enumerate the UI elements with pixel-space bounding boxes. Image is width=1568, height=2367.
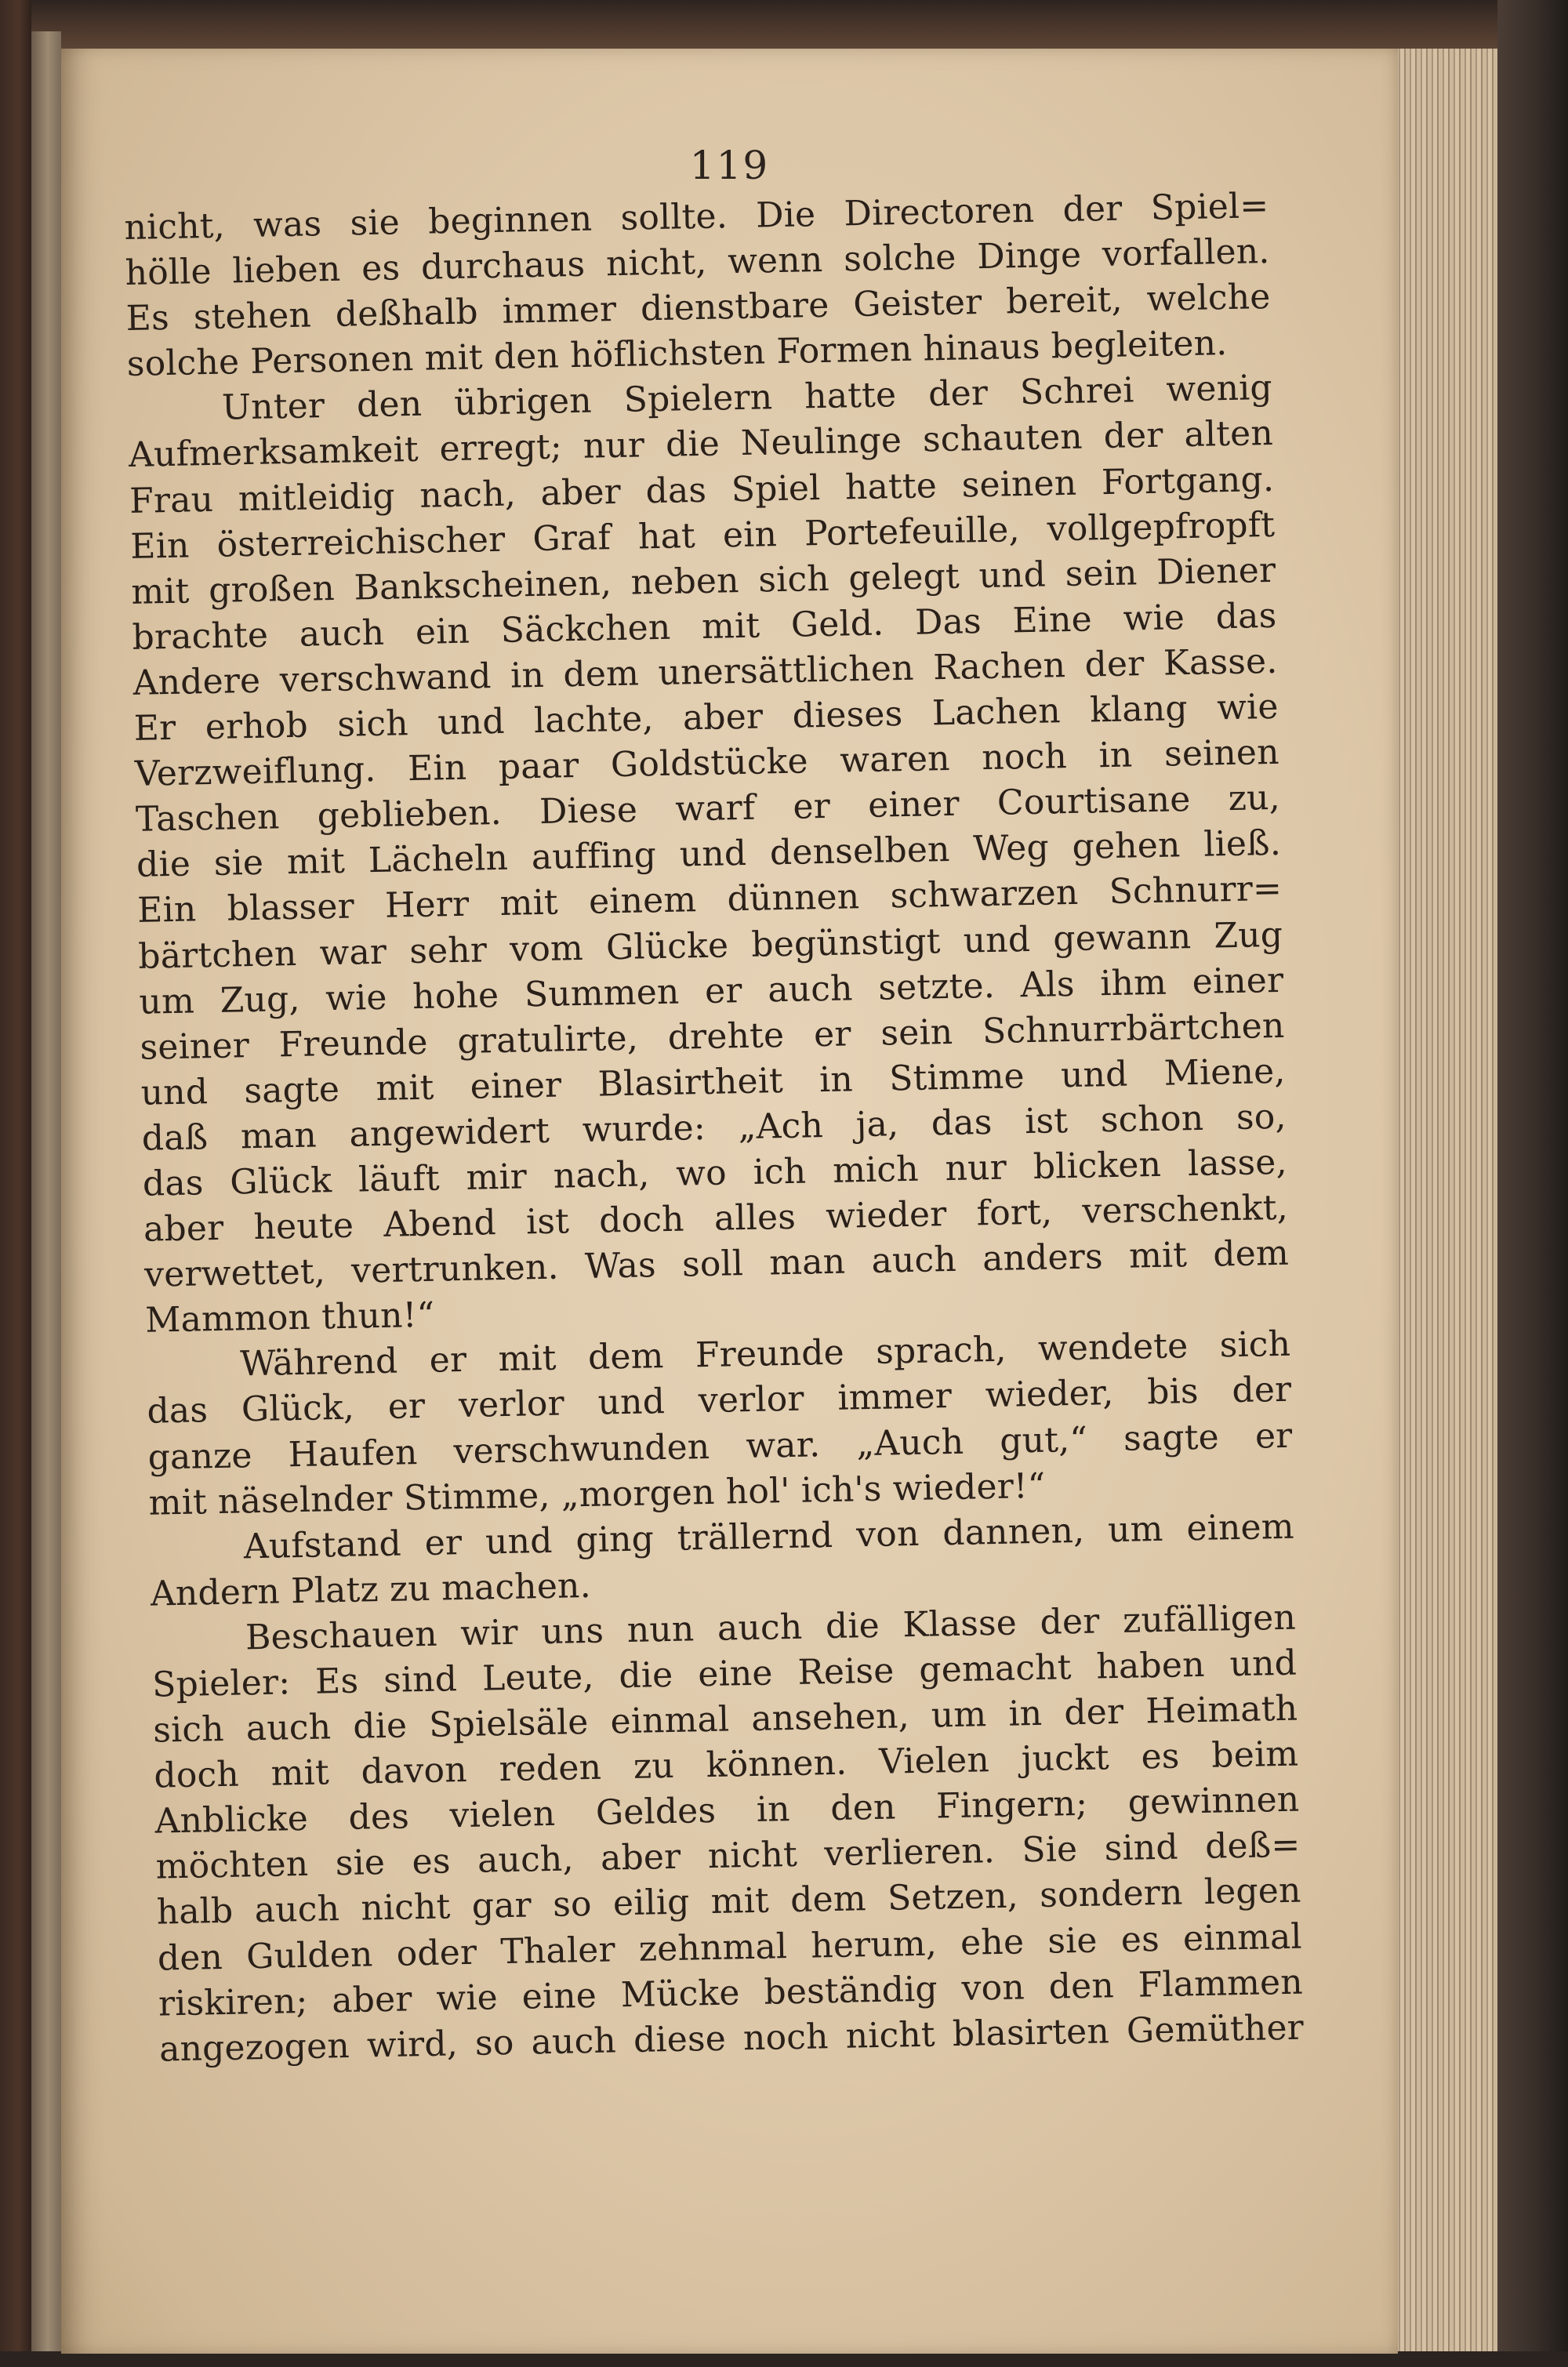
text-line: Ein österreichischer Graf hat ein Portefeuille, vollgepfropft [129,504,1276,567]
text-line: Frau mitleidig nach, aber das Spiel hatte seinen Fortgang. [129,459,1275,521]
text-line: das Glück, er verlor und verlor immer wieder, bis der [147,1370,1292,1432]
text-line: Mammon thun!“ [144,1294,435,1341]
text-line: Anblicke des vielen Geldes in den Fingern; gewinnen [154,1779,1300,1842]
text-line: Während er mit dem Freunde sprach, wendete sich [239,1324,1291,1385]
text-line: doch mit davon reden zu können. Vielen juckt es beim [153,1734,1299,1796]
text-line: um Zug, wie hohe Summen er auch setzte. Als ihm einer [139,960,1284,1022]
text-line: angezogen wird, so auch diese noch nicht blasirten Gemüther [158,2007,1305,2070]
text-line: Spieler: Es sind Leute, die eine Reise gemacht haben und [151,1643,1298,1705]
text-line: die sie mit Lächeln auffing und denselben Weg gehen ließ. [136,823,1282,886]
text-line: bärtchen war sehr vom Glücke begünstigt und gewann Zug [137,914,1283,977]
text-line: Andern Platz zu machen. [150,1565,592,1614]
text-line: Unter den übrigen Spielern hatte der Schrei wenig [221,368,1273,429]
text-line: hölle lieben es durchaus nicht, wenn solche Dinge vorfallen. [125,231,1270,294]
text-line: und sagte mit einer Blasirtheit in Stimme und Miene, [140,1051,1286,1113]
text-line: mit großen Bankscheinen, neben sich gelegt und sein Diener [130,550,1276,612]
page-block-edges [1384,49,1497,2354]
book-cover-top-edge [0,0,1568,49]
previous-page-gutter [31,31,61,2352]
text-line: sich auch die Spielsäle einmal ansehen, um in der Heimath [152,1688,1298,1751]
text-line: Aufmerksamkeit erregt; nur die Neulinge schauten der alten [128,413,1274,476]
text-line: Taschen geblieben. Diese warf er einer Courtisane zu, [135,778,1281,840]
text-line: daß man angewidert wurde: „Ach ja, das ist schon so, [141,1096,1287,1159]
book-cover-left-edge [0,0,31,2367]
text-line: Es stehen deßhalb immer dienstbare Geister bereit, welche [125,277,1271,339]
text-line: möchten sie es auch, aber nicht verlieren. Sie sind deß= [155,1824,1301,1887]
text-line: seiner Freunde gratulirte, drehte er sein Schnurrbärtchen [140,1005,1285,1068]
text-line: aber heute Abend ist doch alles wieder fort, verschenkt, [143,1187,1289,1250]
text-line: solche Personen mit den höflichsten Formen hinaus begleiten. [126,323,1228,385]
text-line: nicht, was sie beginnen sollte. Die Directoren der Spiel= [124,185,1269,248]
book-cover-bottom-edge [0,2351,1568,2367]
book-cover-right-edge [1497,0,1568,2367]
text-line: den Gulden oder Thaler zehnmal herum, ehe sie es einmal [157,1916,1303,1979]
text-line: ganze Haufen verschwunden war. „Auch gut,“ sagte er [147,1415,1293,1478]
text-line: brachte auch ein Säckchen mit Geld. Das Eine wie das [132,595,1277,658]
text-line: Ein blasser Herr mit einem dünnen schwarzen Schnurr= [136,869,1283,931]
text-line: mit näselnder Stimme, „morgen hol' ich's wieder!“ [148,1465,1046,1523]
book-page [61,49,1398,2354]
text-line: verwettet, vertrunken. Was soll man auch anders mit dem [143,1233,1290,1295]
text-line: riskiren; aber wie eine Mücke beständig von den Flammen [158,1962,1304,2024]
text-line: halb auch nicht gar so eilig mit dem Setzen, sondern legen [156,1871,1302,1933]
body-text [124,183,1304,2072]
text-line: Verzweiflung. Ein paar Goldstücke waren noch in seinen [134,732,1280,794]
text-line: das Glück läuft mir nach, wo ich mich nur blicken lasse, [142,1142,1288,1204]
text-line: Beschauen wir uns nun auch die Klasse der zufälligen [245,1597,1297,1658]
page-number: 119 [689,143,770,188]
text-line: Andere verschwand in dem unersättlichen Rachen der Kasse. [132,641,1278,703]
text-line: Aufstand er und ging trällernd von dannen, um einem [243,1506,1295,1567]
text-line: Er erhob sich und lachte, aber dieses Lachen klang wie [133,686,1279,749]
